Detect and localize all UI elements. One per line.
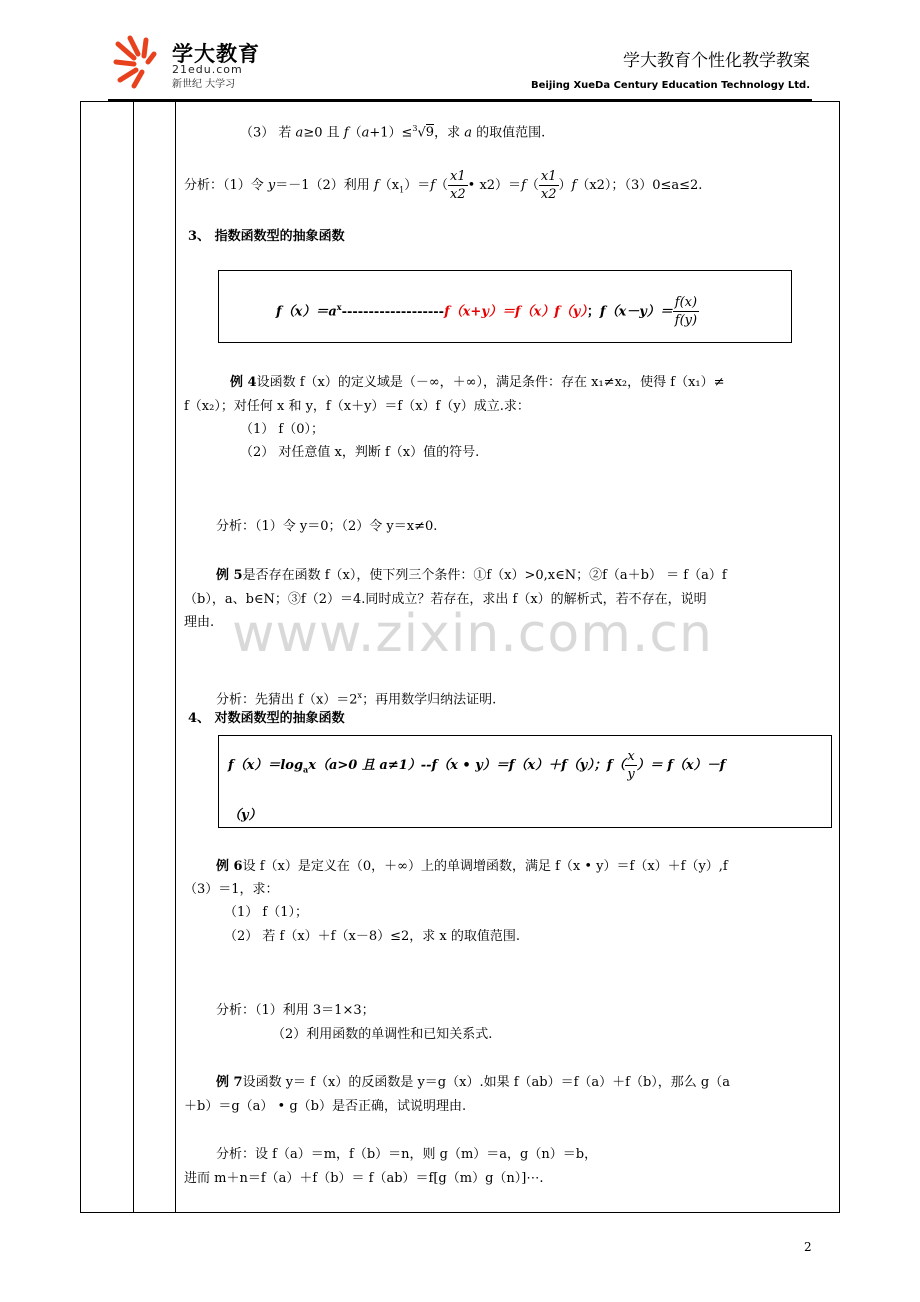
column-divider-2 bbox=[175, 102, 176, 1212]
example-6-question-1: （1） f（1）； bbox=[224, 905, 308, 920]
example-4-question-1: （1） f（0）； bbox=[240, 422, 324, 437]
column-divider-1 bbox=[133, 102, 134, 1212]
analysis-5: 分析：先猜出 $f(x)=2^x$；再用数学归纳法证明. bbox=[216, 691, 497, 708]
analysis-6-line-1: 分析：（1）利用 3＝1×3； bbox=[216, 1003, 375, 1018]
example-7-line-1: 例 7设函数 y＝ f（x）的反函数是 y＝g（x）.如果 f（ab）＝f（a）＋f（b），那么 g（a bbox=[216, 1075, 731, 1090]
example-4-line-1: 例 4设函数 f（x）的定义域是（－∞，＋∞），满足条件：存在 x₁≠x₂，使得 f（x₁）≠ bbox=[230, 375, 725, 390]
analysis-4: 分析：（1）令 y＝0；（2）令 y＝x≠0. bbox=[216, 519, 438, 534]
example-7-line-2: ＋b）＝g（a） • g（b）是否正确，试说明理由. bbox=[184, 1099, 467, 1114]
example-4-question-2: （2） 对任意值 x，判断 f（x）值的符号. bbox=[240, 445, 480, 460]
example-6-line-1: 例 6设 f（x）是定义在（0，＋∞）上的单调增函数，满足 f（x • y）＝f（x）＋f（y）,f bbox=[216, 859, 728, 874]
example-5-line-2: （b），a、b∈N；③f（2）＝4.同时成立？若存在，求出 f（x）的解析式，若不存在，说明 bbox=[184, 592, 707, 607]
example-5-line-3: 理由. bbox=[184, 615, 215, 630]
brand-name: 学大教育 bbox=[172, 42, 260, 66]
logarithmic-rule-line-1: $f(x)=\log_ax(a>0$ 且 a≠1）--f（x • y）＝f（x）＋f（y）；f（ $\frac{x}{y}$ ）＝ f（x）－f bbox=[228, 749, 726, 782]
item-3: （3） 若 a≥0 且 f（a+1）≤$^3$√9，求 a 的取值范围. bbox=[240, 124, 546, 141]
brand-url: 21edu.com bbox=[172, 63, 243, 76]
example-6-line-2: （3）＝1，求： bbox=[184, 882, 279, 897]
brand-logo bbox=[112, 34, 272, 90]
page-number: 2 bbox=[804, 1240, 812, 1254]
logarithmic-rule-line-2: （y） bbox=[228, 808, 262, 823]
header-title: 学大教育个性化教学教案 bbox=[623, 51, 810, 71]
analysis-1: 分析：（1）令 y＝－1（2）利用 $f(x_1)=f$（ $\frac{x1}{x2}$ • x2）＝f（ $\frac{x1}{x2}$ ）f（x2）；（3）0≤a≤2. bbox=[184, 169, 703, 202]
watermark: www.zixin.com.cn bbox=[232, 604, 713, 664]
example-4-line-2: f（x₂）；对任何 x 和 y，f（x＋y）＝f（x）f（y）成立.求： bbox=[184, 399, 530, 414]
example-5-line-1: 例 5是否存在函数 f（x），使下列三个条件：①f（x）>0,x∈N；②f（a＋b） ＝ f（a）f bbox=[216, 568, 727, 583]
exponential-rule: $f(x)=a^x-------------------f(x+y)=f(x)f(y)$；f（x－y）＝ $\frac{f(x)}{f(y)}$ bbox=[276, 295, 698, 329]
brand-slogan: 新世纪 大学习 bbox=[172, 79, 236, 90]
section-3-title: 3、 指数函数型的抽象函数 bbox=[188, 229, 345, 244]
analysis-6-line-2: （2）利用函数的单调性和已知关系式. bbox=[272, 1027, 493, 1042]
header-subtitle: Beijing XueDa Century Education Technology Ltd. bbox=[531, 80, 810, 91]
section-4-title: 4、 对数函数型的抽象函数 bbox=[188, 711, 345, 726]
analysis-7-line-1: 分析：设 f（a）＝m，f（b）＝n，则 g（m）＝a，g（n）＝b， bbox=[216, 1147, 598, 1162]
logo-burst-icon bbox=[112, 34, 170, 90]
analysis-7-line-2: 进而 m＋n＝f（a）＋f（b）＝ f（ab）＝f[g（m）g（n）]⋯. bbox=[184, 1171, 544, 1186]
example-6-question-2: （2） 若 f（x）＋f（x－8）≤2，求 x 的取值范围. bbox=[224, 929, 520, 944]
